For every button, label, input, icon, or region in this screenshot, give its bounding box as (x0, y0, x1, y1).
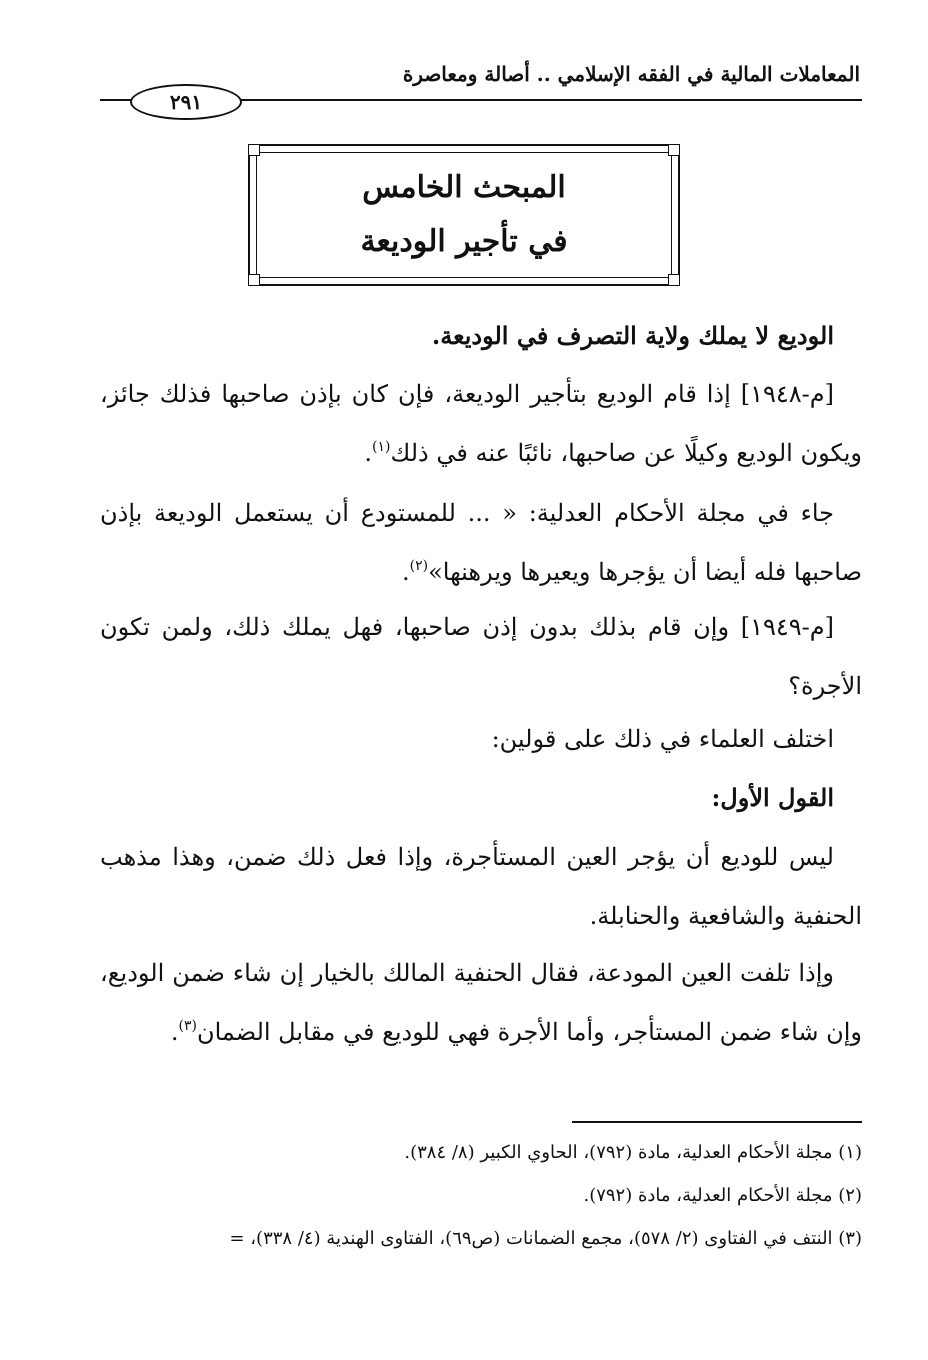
paragraph-1 (100, 365, 862, 483)
footnote-3: (٣) النتف في الفتاوى (٢/ ٥٧٨)، مجمع الضمانات (ص٦٩)، الفتاوى الهندية (٤/ ٣٣٨)، = (229, 1228, 862, 1249)
section-title: المبحث الخامس (362, 170, 566, 205)
paragraph-2-text: جاء في مجلة الأحكام العدلية: « ... للمستودع أن يستعمل الوديعة بإذن صاحبها فله أيضا أن يؤجرها ويعيرها ويرهنها» (100, 499, 862, 586)
paragraph-1-end: . (364, 439, 373, 467)
footnote-ref-2[interactable]: (٢) (409, 558, 429, 574)
paragraph-2 (100, 484, 862, 602)
footnote-separator (572, 1121, 862, 1123)
paragraph-6-text: وإذا تلفت العين المودعة، فقال الحنفية المالك بالخيار إن شاء ضمن الوديع، وإن شاء ضمن المستأجر، وأما الأجرة فهي للوديع في مقابل الضمان (100, 959, 862, 1046)
opinion-heading: القول الأول: (711, 783, 834, 812)
paragraph-1-text: [م-١٩٤٨] إذا قام الوديع بتأجير الوديعة، فإن كان بإذن صاحبها فذلك جائز، ويكون الوديع وكيلًا عن صاحبها، نائبًا عنه في ذلك (100, 380, 862, 467)
page-number-badge: ٢٩١ (130, 84, 242, 120)
frame-corner (668, 274, 680, 286)
paragraph-4: اختلف العلماء في ذلك على قولين: (491, 725, 834, 753)
paragraph-6 (100, 944, 862, 1062)
paragraph-3: [م-١٩٤٩] وإن قام بذلك بدون إذن صاحبها، فهل يملك ذلك، ولمن تكون الأجرة؟ (100, 613, 862, 700)
frame-corner (248, 274, 260, 286)
frame-corner (668, 144, 680, 156)
footnote-ref-1[interactable]: (١) (372, 439, 391, 455)
running-title: المعاملات المالية في الفقه الإسلامي .. أصالة ومعاصرة (402, 62, 860, 86)
footnote-1: (١) مجلة الأحكام العدلية، مادة (٧٩٢)، الحاوي الكبير (٨/ ٣٨٤). (404, 1142, 862, 1163)
section-title-frame (248, 144, 680, 286)
footnote-ref-3[interactable]: (٣) (178, 1018, 197, 1034)
paragraph-5: ليس للوديع أن يؤجر العين المستأجرة، وإذا فعل ذلك ضمن، وهذا مذهب الحنفية والشافعية والحنابلة. (100, 843, 862, 930)
rule-heading: الوديع لا يملك ولاية التصرف في الوديعة. (431, 321, 834, 350)
paragraph-6-end: . (170, 1018, 179, 1046)
paragraph-2-end: . (402, 558, 410, 586)
footnote-2: (٢) مجلة الأحكام العدلية، مادة (٧٩٢). (583, 1185, 862, 1206)
frame-corner (248, 144, 260, 156)
section-subtitle: في تأجير الوديعة (360, 224, 568, 259)
